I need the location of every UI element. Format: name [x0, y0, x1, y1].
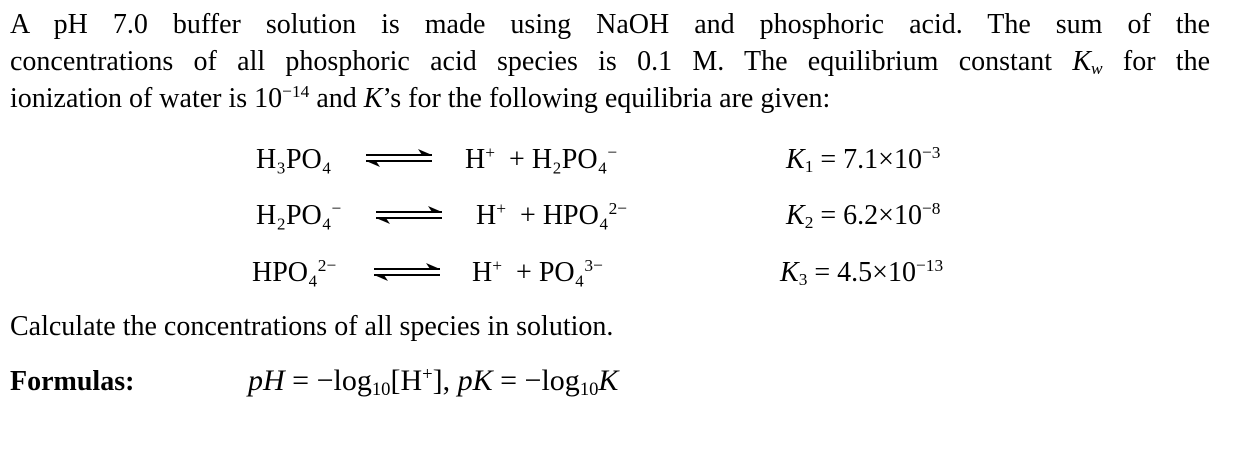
reactant-species: HPO₄: [252, 257, 318, 288]
proton-charge: +: [492, 256, 503, 276]
equilibrium-2-reactant: [256, 199, 342, 231]
equilibrium-arrow-icon: [374, 205, 444, 225]
equilibrium-arrow-icon: [364, 148, 434, 168]
k3-number: = 4.5×10: [814, 257, 916, 288]
kw-symbol: K: [1072, 46, 1091, 77]
k1-exponent: −3: [921, 143, 941, 163]
reactant-charge: −: [331, 199, 342, 219]
line3-tail: ’s for the following equilibria are given:: [382, 83, 831, 114]
product-species: H₂PO₄: [531, 144, 608, 175]
reactant-species: H₂PO₄: [256, 200, 332, 231]
k1-index: 1: [804, 157, 814, 177]
k2-index: 2: [804, 213, 814, 233]
product-charge: −: [607, 143, 618, 163]
k2-number: = 6.2×10: [820, 200, 922, 231]
h-bracket-charge: +: [422, 363, 433, 385]
equilibrium-3-products: [472, 256, 603, 288]
equilibrium-arrow-icon: [372, 262, 442, 282]
k1-value: [786, 143, 941, 177]
statement-line-2: [10, 43, 1210, 80]
line2-text: concentrations of all phosphoric acid species is 0.1 M. The equilibrium constant: [10, 46, 1073, 77]
log-base-1: 10: [371, 378, 391, 400]
k-symbol: K: [363, 83, 383, 114]
equilibrium-2-products: [476, 199, 628, 231]
k3-index: 3: [798, 270, 808, 290]
k2-value: [786, 199, 941, 233]
kw-subscript: w: [1091, 59, 1103, 79]
h-bracket-open: [H: [390, 364, 423, 397]
product-species: HPO₄: [542, 200, 609, 231]
problem-statement: [10, 6, 1210, 117]
formulas-expression: [248, 363, 619, 400]
line3-and: and: [309, 83, 364, 114]
product-charge: 3−: [584, 256, 603, 276]
pk-symbol: pK: [457, 364, 493, 397]
line2-tail: for the: [1102, 46, 1210, 77]
pk-equals: = −log: [492, 364, 580, 397]
statement-line-1: A pH 7.0 buffer solution is made using NaOH and phosphoric acid. The sum of the: [10, 9, 1210, 40]
h-bracket-close: ],: [432, 364, 458, 397]
reactant-charge: 2−: [317, 256, 337, 276]
k3-symbol: K: [780, 257, 799, 288]
k-formula-symbol: K: [598, 364, 619, 397]
proton-charge: +: [485, 143, 496, 163]
proton: H: [472, 257, 493, 288]
ph-symbol: pH: [248, 364, 285, 397]
equilibrium-3-reactant: [252, 256, 337, 288]
k1-symbol: K: [786, 144, 805, 175]
equilibrium-1-products: [465, 143, 618, 175]
k1-number: = 7.1×10: [820, 144, 922, 175]
ph-equals: = −log: [284, 364, 372, 397]
plus-sign: +: [516, 257, 532, 288]
product-species: PO₄: [538, 257, 585, 288]
log-base-2: 10: [579, 378, 599, 400]
plus-sign: +: [509, 144, 525, 175]
proton: H: [465, 144, 486, 175]
product-charge: 2−: [608, 199, 628, 219]
k2-exponent: −8: [921, 199, 941, 219]
plus-sign: +: [520, 200, 536, 231]
line3-text: ionization of water is 10: [10, 83, 283, 114]
proton: H: [476, 200, 497, 231]
statement-line-3: [10, 80, 1210, 117]
kw-exponent: −14: [282, 82, 310, 102]
k3-exponent: −13: [915, 256, 944, 276]
equilibrium-1-reactant: H₃PO₄: [256, 144, 332, 175]
proton-charge: +: [496, 199, 507, 219]
k2-symbol: K: [786, 200, 805, 231]
question-text: Calculate the concentrations of all species in solution.: [10, 311, 614, 342]
k3-value: [780, 256, 944, 290]
formulas-label: Formulas:: [10, 366, 135, 397]
